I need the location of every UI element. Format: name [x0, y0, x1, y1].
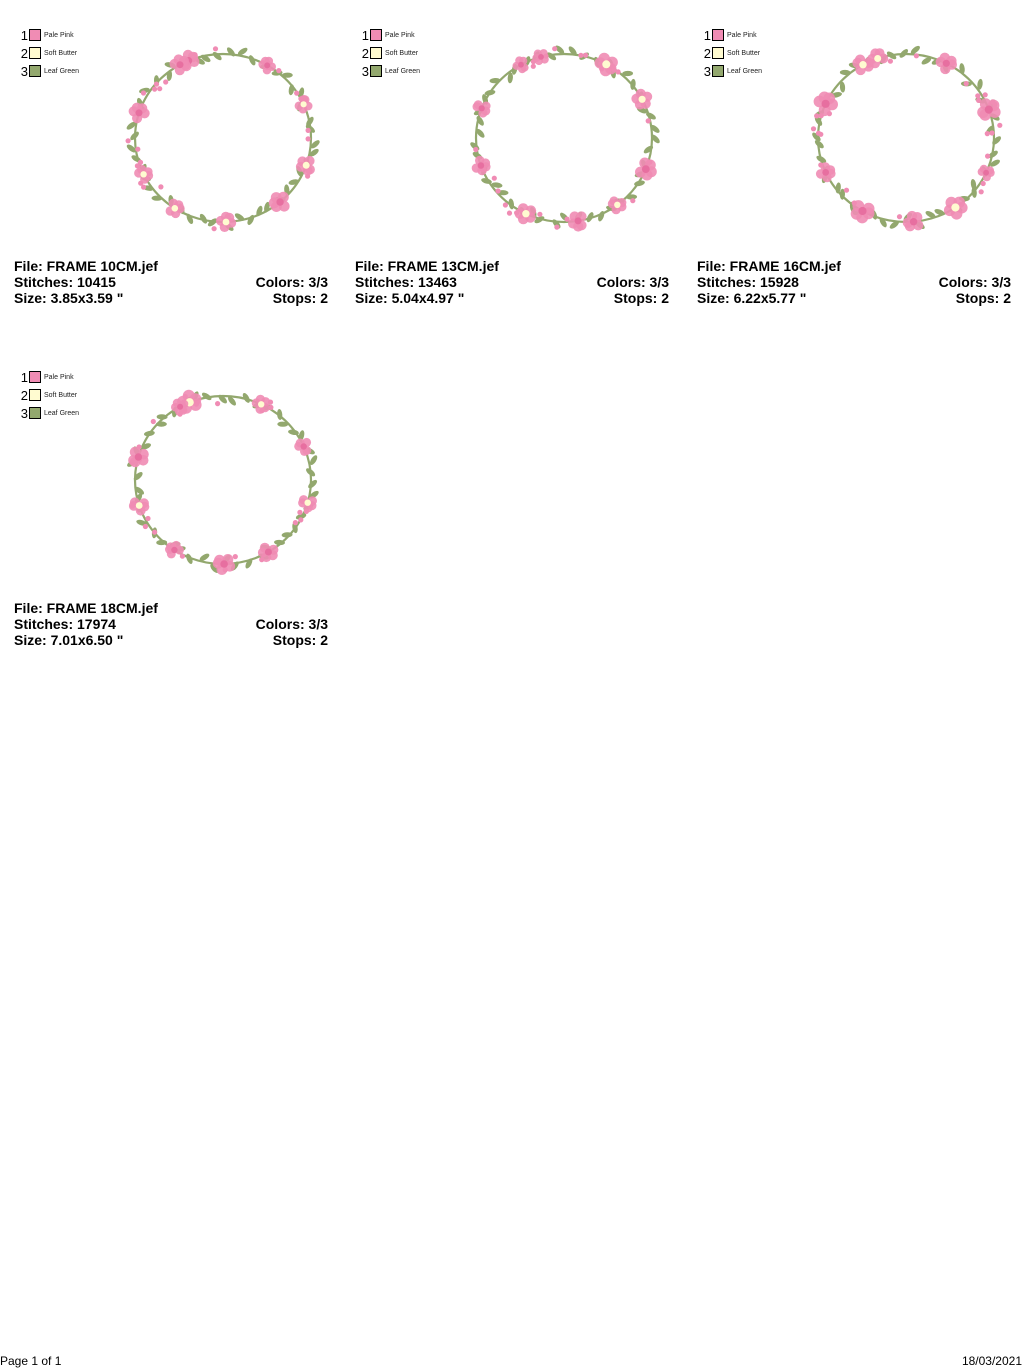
flower-center: [301, 443, 307, 449]
leaf: [166, 70, 172, 81]
flower-center: [223, 219, 230, 226]
thread-number: 2: [20, 387, 28, 403]
flower-bud: [154, 82, 159, 87]
embroidery-preview: [801, 38, 1011, 238]
design-info: [355, 258, 669, 306]
flower-center: [177, 61, 184, 68]
flower: [129, 497, 149, 515]
thread-name: Leaf Green: [727, 67, 763, 75]
design-block: [0, 16, 330, 316]
thread-swatch: [712, 65, 724, 77]
flower-center: [303, 162, 310, 169]
flower-bud: [816, 131, 821, 136]
flower: [252, 395, 271, 414]
flower-center: [874, 55, 881, 62]
flower-bud: [507, 211, 512, 216]
thread-swatch: [29, 29, 41, 41]
stitch-count: Stitches: 17974: [14, 616, 116, 632]
flower: [631, 89, 652, 110]
flower-bud: [135, 147, 140, 152]
flower-bud: [979, 189, 984, 194]
design-info: [14, 600, 328, 648]
flower-bud: [503, 202, 508, 207]
thread-number: 1: [703, 27, 711, 43]
flower-center: [518, 62, 524, 68]
flower-bud: [985, 154, 990, 159]
color-count: Colors: 3/3: [938, 274, 1011, 290]
leaf: [288, 84, 295, 96]
leaf: [144, 430, 156, 437]
flower-center: [478, 162, 485, 169]
flower-bud: [646, 118, 651, 123]
flower-bud: [151, 419, 156, 424]
flower-bud: [983, 92, 988, 97]
page-number: Page 1 of 1: [0, 1354, 62, 1368]
flower: [166, 199, 185, 218]
flower-center: [172, 205, 179, 212]
flower: [595, 53, 618, 77]
flower-center: [639, 96, 646, 103]
thread-number: 2: [361, 45, 369, 61]
file-name: File: FRAME 18CM.jef: [14, 600, 158, 616]
flower-center: [136, 109, 143, 116]
flower-bud: [145, 516, 150, 521]
design-size: Size: 5.04x4.97 ": [355, 290, 465, 306]
flower-center: [265, 549, 272, 556]
thread-number: 1: [361, 27, 369, 43]
flower-bud: [495, 188, 500, 193]
stop-count: Stops: 2: [272, 632, 328, 648]
file-name: File: FRAME 10CM.jef: [14, 258, 158, 274]
legend-row: [701, 26, 762, 44]
flower: [472, 156, 491, 176]
flower-bud: [163, 79, 168, 84]
legend-row: [18, 26, 79, 44]
embroidery-preview: [459, 38, 669, 238]
legend-row: [359, 26, 420, 44]
flower-bud: [233, 554, 238, 559]
flower-center: [858, 207, 866, 215]
legend-row: [359, 44, 420, 62]
flower-bud: [981, 181, 986, 186]
legend-row: [18, 62, 79, 80]
leaf: [211, 51, 223, 62]
leaf: [991, 135, 1003, 146]
thread-swatch: [370, 47, 382, 59]
flower-bud: [213, 46, 218, 51]
legend-row: [18, 368, 79, 386]
flower-bud: [492, 176, 497, 181]
flower: [128, 447, 149, 468]
flower-center: [177, 404, 183, 410]
flower-bud: [126, 138, 131, 143]
thread-name: Leaf Green: [44, 409, 80, 417]
flower-center: [859, 61, 866, 68]
flower-bud: [811, 126, 816, 131]
flower-bud: [297, 510, 302, 515]
flower-center: [575, 217, 582, 224]
vine-stem: [135, 396, 311, 564]
flower-bud: [552, 46, 557, 51]
legend-row: [701, 62, 762, 80]
design-size: Size: 6.22x5.77 ": [697, 290, 807, 306]
flower-center: [983, 170, 989, 176]
flower-bud: [989, 130, 994, 135]
flower-center: [135, 453, 142, 460]
vine-stem: [476, 54, 652, 222]
color-count: Colors: 3/3: [596, 274, 669, 290]
leaf: [484, 89, 496, 96]
thread-name: Pale Pink: [385, 31, 415, 39]
thread-number: 2: [703, 45, 711, 61]
flower-center: [140, 171, 146, 177]
color-count: Colors: 3/3: [255, 274, 328, 290]
thread-name: Soft Butter: [44, 49, 78, 57]
flower: [298, 495, 317, 512]
flower-center: [951, 203, 959, 211]
flower-center: [171, 547, 177, 553]
thread-number: 1: [20, 369, 28, 385]
flower-bud: [473, 147, 478, 152]
thread-swatch: [29, 407, 41, 419]
design-block: [341, 16, 671, 316]
leaf: [307, 478, 319, 489]
legend-row: [18, 44, 79, 62]
thread-name: Pale Pink: [727, 31, 757, 39]
thread-swatch: [29, 65, 41, 77]
legend-row: [18, 404, 79, 422]
flower-center: [276, 198, 283, 205]
flower-center: [985, 106, 993, 114]
print-date: 18/03/2021: [961, 1354, 1022, 1368]
leaf: [288, 178, 300, 185]
flower-bud: [215, 401, 220, 406]
flower-bud: [141, 90, 146, 95]
flower-bud: [554, 225, 559, 230]
thread-number: 1: [20, 27, 28, 43]
flower-center: [538, 54, 544, 60]
thread-swatch: [370, 65, 382, 77]
flower-center: [642, 165, 650, 173]
design-block: [0, 358, 330, 658]
flower-bud: [293, 520, 298, 525]
stop-count: Stops: 2: [613, 290, 669, 306]
flower-center: [136, 502, 143, 509]
flower-bud: [888, 59, 893, 64]
thread-name: Soft Butter: [44, 391, 78, 399]
thread-swatch: [712, 47, 724, 59]
thread-swatch: [712, 29, 724, 41]
flower-bud: [814, 113, 819, 118]
design-info: [14, 258, 328, 306]
flower-center: [522, 210, 529, 217]
thread-name: Leaf Green: [385, 67, 421, 75]
flower-center: [602, 60, 610, 68]
flower: [635, 158, 657, 181]
stop-count: Stops: 2: [955, 290, 1011, 306]
thread-number: 3: [361, 63, 369, 79]
flower-bud: [152, 87, 157, 92]
flower-center: [910, 218, 917, 225]
embroidery-preview: [118, 380, 328, 580]
design-size: Size: 3.85x3.59 ": [14, 290, 124, 306]
flower: [944, 197, 968, 220]
flower-bud: [975, 93, 980, 98]
flower-bud: [578, 53, 583, 58]
flower-center: [822, 100, 830, 108]
thread-number: 3: [20, 63, 28, 79]
flower-bud: [212, 226, 217, 231]
legend-row: [18, 386, 79, 404]
flower-bud: [964, 81, 969, 86]
flower-bud: [630, 198, 635, 203]
flower-bud: [158, 184, 163, 189]
thread-number: 2: [20, 45, 28, 61]
file-name: File: FRAME 16CM.jef: [697, 258, 841, 274]
thread-swatch: [370, 29, 382, 41]
leaf: [156, 421, 167, 426]
flower: [295, 95, 313, 114]
flower: [903, 211, 924, 231]
flower: [129, 103, 150, 124]
flower-bud: [306, 136, 311, 141]
flower-center: [305, 500, 311, 506]
flower: [294, 438, 311, 456]
flower-bud: [306, 128, 311, 133]
thread-number: 3: [703, 63, 711, 79]
flower-center: [264, 62, 270, 68]
flower-bud: [897, 214, 902, 219]
flower: [936, 53, 957, 75]
flower: [977, 98, 1000, 120]
thread-legend: [701, 26, 762, 80]
flower-bud: [276, 68, 281, 73]
flower-center: [220, 560, 228, 568]
flower: [851, 200, 875, 223]
stitch-count: Stitches: 10415: [14, 274, 116, 290]
flower: [269, 192, 290, 212]
design-info: [697, 258, 1011, 306]
stitch-count: Stitches: 15928: [697, 274, 799, 290]
thread-number: 3: [20, 405, 28, 421]
thread-name: Soft Butter: [727, 49, 761, 57]
flower-bud: [985, 131, 990, 136]
embroidery-preview: [118, 38, 328, 238]
flower: [515, 203, 537, 224]
flower: [608, 196, 627, 214]
flower-bud: [143, 524, 148, 529]
flower-center: [479, 105, 485, 111]
thread-swatch: [29, 389, 41, 401]
legend-row: [701, 44, 762, 62]
flower-bud: [294, 91, 299, 96]
flower-center: [822, 169, 829, 176]
flower-bud: [537, 212, 542, 217]
thread-legend: [359, 26, 420, 80]
design-block: [683, 16, 1013, 316]
thread-name: Soft Butter: [385, 49, 419, 57]
file-name: File: FRAME 13CM.jef: [355, 258, 499, 274]
thread-swatch: [29, 47, 41, 59]
stop-count: Stops: 2: [272, 290, 328, 306]
flower-bud: [531, 64, 536, 69]
design-size: Size: 7.01x6.50 ": [14, 632, 124, 648]
thread-legend: [18, 368, 79, 422]
flower-bud: [844, 188, 849, 193]
flower: [568, 211, 587, 231]
flower-bud: [914, 53, 919, 58]
flower: [170, 54, 191, 75]
thread-name: Pale Pink: [44, 373, 74, 381]
flower-bud: [298, 517, 303, 522]
flower-center: [258, 401, 264, 407]
flower-bud: [152, 530, 157, 535]
flower-bud: [138, 160, 143, 165]
color-count: Colors: 3/3: [255, 616, 328, 632]
leaf: [225, 46, 236, 58]
leaf: [282, 73, 293, 78]
thread-name: Leaf Green: [44, 67, 80, 75]
thread-name: Pale Pink: [44, 31, 74, 39]
stitch-count: Stitches: 13463: [355, 274, 457, 290]
flower: [978, 165, 995, 182]
flower-center: [614, 202, 620, 208]
flower-bud: [157, 86, 162, 91]
flower-bud: [997, 123, 1002, 128]
legend-row: [359, 62, 420, 80]
flower-center: [943, 60, 950, 67]
thread-legend: [18, 26, 79, 80]
flower-bud: [583, 53, 588, 58]
flower-center: [301, 101, 307, 107]
thread-swatch: [29, 371, 41, 383]
